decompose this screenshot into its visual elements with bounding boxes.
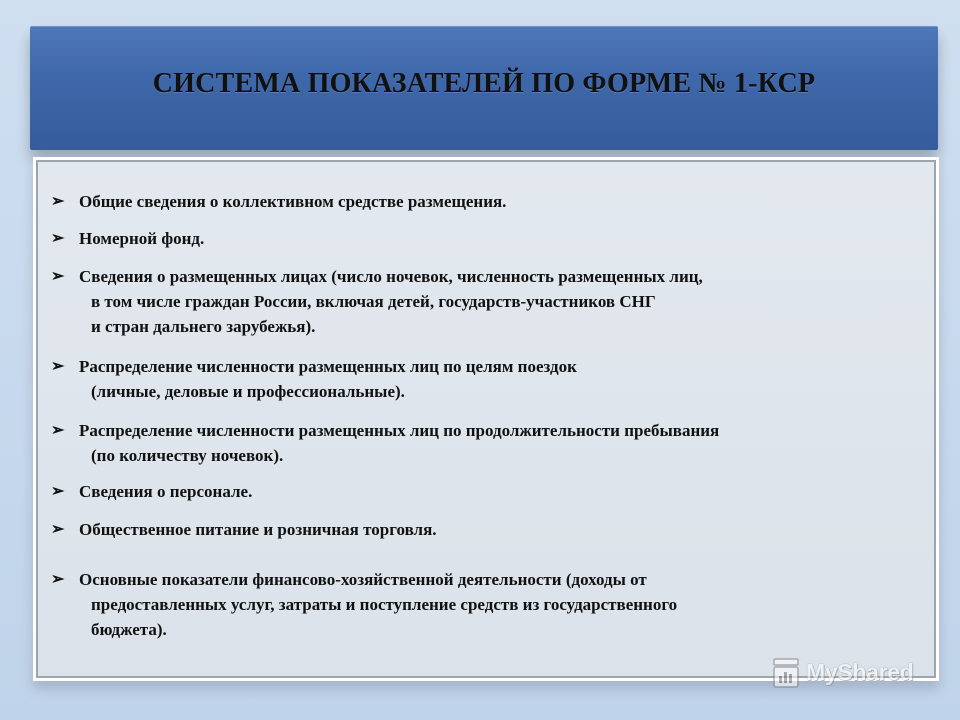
list-item bbox=[51, 418, 924, 468]
arrow-bullet-icon: ➢ bbox=[51, 483, 65, 500]
myshared-watermark bbox=[772, 657, 932, 693]
watermark-brand-text: MyShared bbox=[806, 659, 914, 685]
arrow-bullet-icon: ➢ bbox=[51, 571, 65, 588]
arrow-bullet-icon: ➢ bbox=[51, 230, 65, 247]
list-item-text: Распределение численности размещенных лиц по целям поездок bbox=[79, 357, 577, 376]
list-item-text: Общественное питание и розничная торговля. bbox=[79, 520, 437, 539]
list-item-text: Сведения о размещенных лицах (число ночевок, численность размещенных лиц, bbox=[79, 267, 703, 286]
list-item-text: Сведения о персонале. bbox=[79, 482, 253, 501]
list-item-text-continued: бюджета). bbox=[91, 620, 167, 639]
arrow-bullet-icon: ➢ bbox=[51, 358, 65, 375]
list-item-text: Номерной фонд. bbox=[79, 229, 205, 248]
myshared-logo-icon bbox=[772, 657, 802, 691]
arrow-bullet-icon: ➢ bbox=[51, 193, 65, 210]
arrow-bullet-icon: ➢ bbox=[51, 521, 65, 538]
list-item-text-continued: (по количеству ночевок). bbox=[91, 446, 284, 465]
list-item-text: Распределение численности размещенных лиц по продолжительности пребывания bbox=[79, 421, 720, 440]
list-item-text-continued: и стран дальнего зарубежья). bbox=[91, 317, 316, 336]
title-banner bbox=[30, 26, 938, 150]
list-item-text: Общие сведения о коллективном средстве размещения. bbox=[79, 192, 507, 211]
list-item-text-continued: (личные, деловые и профессиональные). bbox=[91, 382, 405, 401]
list-item bbox=[51, 567, 924, 642]
list-item-text-continued: в том числе граждан России, включая детей, государств-участников СНГ bbox=[91, 292, 656, 311]
list-item-text-continued: предоставленных услуг, затраты и поступление средств из государственного bbox=[91, 595, 678, 614]
list-item bbox=[51, 264, 924, 339]
list-item bbox=[51, 226, 924, 251]
arrow-bullet-icon: ➢ bbox=[51, 422, 65, 439]
list-item bbox=[51, 517, 924, 542]
list-item bbox=[51, 189, 924, 214]
slide-title: СИСТЕМА ПОКАЗАТЕЛЕЙ ПО ФОРМЕ № 1-КСР bbox=[152, 68, 816, 99]
list-item-text: Основные показатели финансово-хозяйственной деятельности (доходы от bbox=[79, 570, 647, 589]
list-item bbox=[51, 354, 924, 404]
list-item bbox=[51, 479, 924, 504]
arrow-bullet-icon: ➢ bbox=[51, 268, 65, 285]
content-panel-inner bbox=[36, 160, 936, 678]
content-panel bbox=[33, 157, 939, 681]
